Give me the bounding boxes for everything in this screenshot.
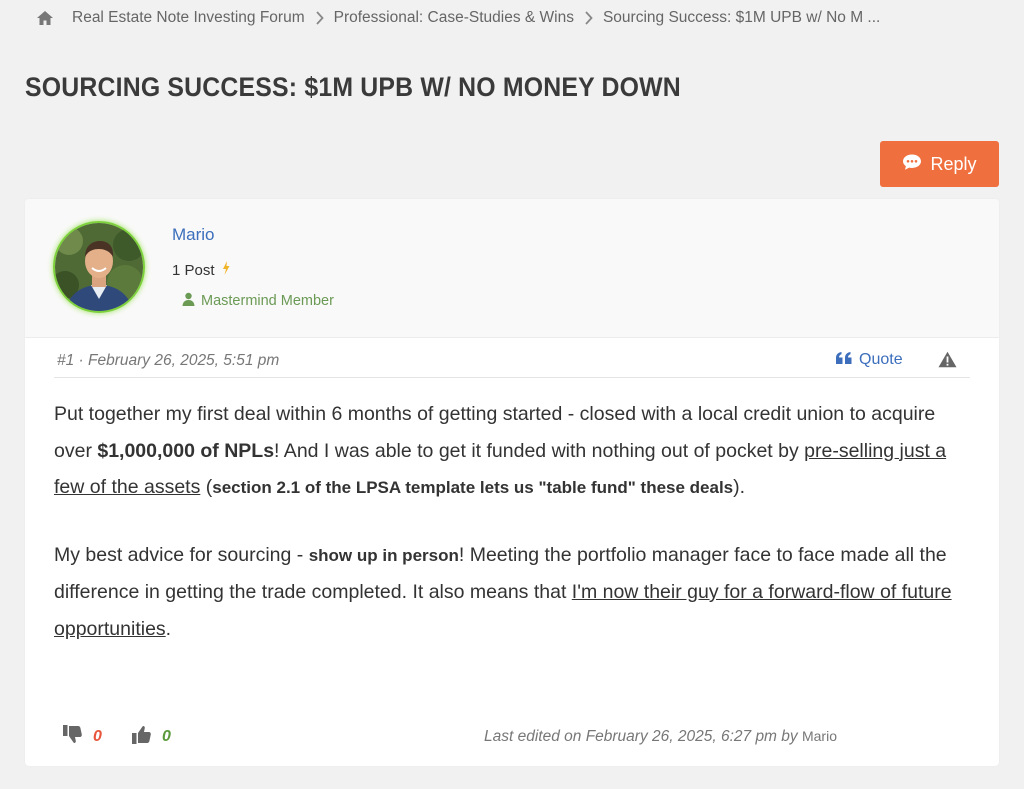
post-content: [54, 396, 964, 647]
thumbs-down-icon: [63, 725, 83, 749]
bold-text: $1,000,000 of NPLs: [97, 439, 275, 462]
thumbs-up-icon: [132, 725, 152, 749]
avatar[interactable]: [53, 221, 145, 313]
quote-button[interactable]: [836, 351, 903, 369]
post-author-header: [25, 199, 999, 338]
bold-text: section 2.1 of the LPSA template lets us "table fund" these deals: [212, 478, 734, 497]
speech-bubble-icon: [902, 153, 922, 176]
member-role-label: Mastermind Member: [201, 293, 334, 309]
like-count: 0: [162, 728, 171, 745]
text-run: ! Meeting the portfolio manager face to face made all the difference in getting the trade completed. It also means that: [54, 543, 947, 603]
post-card: [25, 199, 999, 766]
text-run: Put together my first deal within 6 months of getting started - closed with a local credit union to acquire over: [54, 403, 936, 462]
post-link[interactable]: pre-selling just a few of the assets: [54, 439, 947, 498]
chevron-right-icon: [315, 11, 324, 25]
text-run: My best advice for sourcing -: [54, 543, 309, 566]
chevron-right-icon: [584, 11, 593, 25]
user-icon: [182, 292, 195, 310]
text-run: ! And I was able to get it funded with nothing out of pocket by: [274, 439, 805, 462]
post-count: [172, 260, 232, 280]
bold-text: show up in person: [308, 545, 459, 565]
dislike-button[interactable]: [63, 725, 102, 749]
breadcrumb-topic: Sourcing Success: $1M UPB w/ No M ...: [602, 9, 881, 26]
home-icon[interactable]: [36, 10, 54, 26]
post-paragraph: [54, 537, 964, 648]
page-title: SOURCING SUCCESS: $1M UPB W/ NO MONEY DOWN: [25, 72, 681, 102]
breadcrumb-category[interactable]: Professional: Case-Studies & Wins: [333, 9, 574, 26]
edited-text: Last edited on February 26, 2025, 6:27 pm by: [484, 728, 798, 745]
rank-badge-icon: [220, 260, 232, 280]
post-link[interactable]: I'm now their guy for a forward-flow of future opportunities: [54, 581, 952, 640]
text-run: (: [200, 476, 213, 498]
quote-label: Quote: [859, 351, 903, 368]
breadcrumb-forum[interactable]: Real Estate Note Investing Forum: [72, 9, 305, 26]
author-name[interactable]: Mario: [172, 225, 215, 244]
dislike-count: 0: [93, 728, 102, 745]
like-button[interactable]: [132, 725, 171, 749]
reply-label: Reply: [930, 153, 977, 174]
post-meta-row: [54, 349, 970, 378]
reply-button[interactable]: [880, 141, 999, 187]
warning-icon[interactable]: [938, 351, 957, 373]
post-meta: #1 · February 26, 2025, 5:51 pm: [57, 352, 280, 369]
edited-by: Mario: [801, 728, 837, 744]
text-run: ).: [733, 476, 746, 498]
member-role: [182, 292, 334, 310]
quote-icon: [836, 351, 852, 369]
text-run: .: [165, 617, 172, 640]
post-paragraph: [54, 396, 964, 507]
post-count-label: 1 Post: [172, 261, 215, 279]
breadcrumb: [36, 8, 880, 28]
edited-note: [484, 728, 837, 746]
